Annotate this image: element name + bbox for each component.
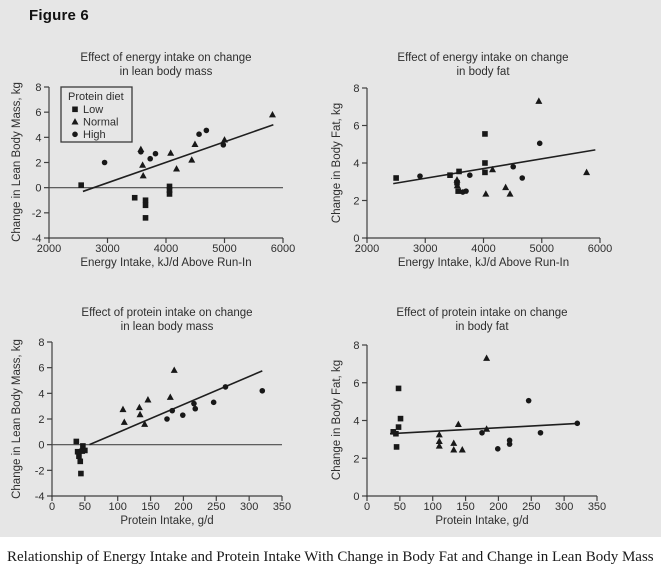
panel-title [80,52,251,78]
svg-text:3000: 3000 [413,243,438,255]
figure-label: Figure 6 [29,7,89,24]
svg-text:2: 2 [353,453,360,466]
panel-protein-lean [11,307,291,527]
svg-text:50: 50 [78,501,91,513]
panel-energy-lean [11,52,295,269]
svg-text:2: 2 [353,195,360,208]
axes [353,340,606,513]
svg-text:6000: 6000 [587,243,613,255]
series-high [417,141,542,195]
svg-text:2: 2 [38,414,45,426]
svg-text:6: 6 [35,107,42,120]
svg-text:350: 350 [272,501,292,513]
svg-text:4: 4 [38,388,45,401]
svg-text:0: 0 [48,501,56,513]
svg-text:Effect of protein intake on ch: Effect of protein intake on change [81,307,253,319]
trend-line [393,150,595,184]
x-axis-label: Energy Intake, kJ/d Above Run-In [397,257,570,269]
svg-text:-2: -2 [34,465,45,478]
svg-text:100: 100 [108,501,127,513]
svg-text:150: 150 [141,501,160,513]
svg-text:in lean body mass: in lean body mass [120,321,214,333]
svg-text:250: 250 [207,501,226,513]
svg-text:2: 2 [35,157,42,170]
svg-text:8: 8 [38,337,45,349]
svg-text:8: 8 [35,82,42,94]
svg-text:6: 6 [353,377,360,390]
svg-text:3000: 3000 [95,243,120,255]
svg-text:2000: 2000 [354,243,380,255]
series-high [164,384,265,422]
panel-protein-fat [331,307,606,527]
svg-text:in body fat: in body fat [456,66,510,78]
svg-text:Effect of energy intake on cha: Effect of energy intake on change [80,52,252,64]
legend [61,87,132,142]
trend-line [89,371,262,445]
legend-item-low: Low [83,104,104,116]
svg-text:0: 0 [38,439,45,452]
svg-text:0: 0 [35,182,42,195]
series-normal [436,355,490,453]
svg-text:-2: -2 [31,207,42,220]
panel-energy-fat [331,52,612,269]
panel-title [396,307,567,333]
svg-text:6: 6 [353,120,360,133]
svg-text:150: 150 [456,501,475,513]
svg-text:Effect of protein intake on ch: Effect of protein intake on change [396,307,568,319]
svg-text:4000: 4000 [153,243,179,255]
legend-title: Protein diet [68,91,124,103]
legend-item-high: High [83,129,106,141]
svg-text:350: 350 [587,501,607,513]
series-normal [453,97,590,196]
svg-text:8: 8 [353,340,360,352]
svg-text:0: 0 [353,491,360,503]
x-axis-label: Protein Intake, g/d [435,515,529,527]
svg-text:4: 4 [35,132,42,145]
y-axis-label: Change in Lean Body Mass, kg [11,339,23,499]
svg-text:100: 100 [423,501,442,513]
axes [35,337,291,513]
x-axis-label: Protein Intake, g/d [120,515,214,527]
svg-text:4000: 4000 [471,243,496,255]
svg-text:in body fat: in body fat [455,321,509,333]
svg-text:200: 200 [174,501,193,513]
y-axis-label: Change in Lean Body Mass, kg [11,82,23,242]
y-axis-label: Change in Body Fat, kg [331,359,343,481]
y-axis-label: Change in Body Fat, kg [331,102,343,224]
svg-text:2000: 2000 [36,243,62,255]
svg-text:4: 4 [353,158,360,170]
series-low [393,131,487,194]
series-low [390,386,403,450]
svg-text:300: 300 [554,501,574,513]
svg-text:6: 6 [38,362,45,375]
svg-text:in lean body mass: in lean body mass [119,66,213,78]
svg-text:4: 4 [353,415,360,428]
figure-caption: Relationship of Energy Intake and Protein Intake With Change in Body Fat and Change in Lean Body Mass [7,549,654,565]
svg-text:250: 250 [522,501,541,513]
svg-text:Effect of energy intake on cha: Effect of energy intake on change [397,52,569,64]
x-axis-label: Energy Intake, kJ/d Above Run-In [80,257,252,269]
svg-text:0: 0 [363,501,371,513]
panel-title [81,307,252,333]
svg-text:300: 300 [239,501,259,513]
svg-text:8: 8 [353,83,360,95]
svg-text:200: 200 [489,501,508,513]
svg-text:-4: -4 [31,233,42,245]
panel-title [397,52,568,78]
svg-text:-4: -4 [34,491,45,503]
svg-text:5000: 5000 [212,243,237,255]
svg-text:0: 0 [353,233,360,245]
series-normal [137,111,276,178]
legend-item-normal: Normal [83,116,119,129]
svg-text:6000: 6000 [270,243,296,255]
svg-text:50: 50 [393,501,406,513]
svg-text:5000: 5000 [529,243,554,255]
